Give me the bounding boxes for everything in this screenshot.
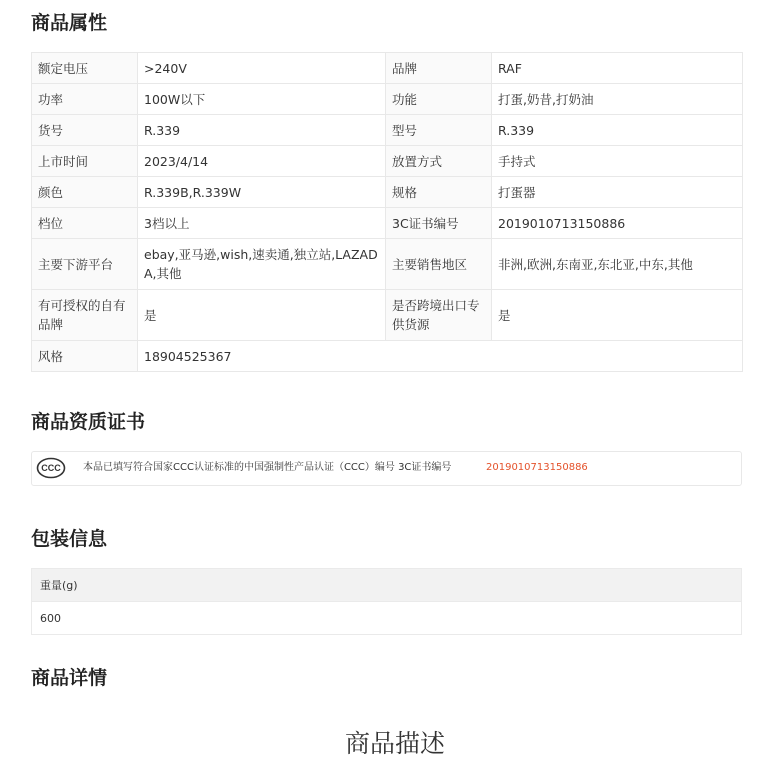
attr-value: 手持式 — [492, 146, 743, 177]
attr-value: R.339 — [138, 115, 386, 146]
table-row — [32, 602, 742, 635]
attr-value: 非洲,欧洲,东南亚,东北亚,中东,其他 — [492, 239, 743, 290]
attr-key: 是否跨境出口专供货源 — [386, 290, 492, 341]
ccc-logo-icon — [36, 457, 66, 479]
attr-key: 3C证书编号 — [386, 208, 492, 239]
attr-value: 2019010713150886 — [492, 208, 743, 239]
certificate-box — [31, 451, 742, 486]
table-row — [32, 146, 743, 177]
table-row — [32, 239, 743, 290]
attr-key: 有可授权的自有品牌 — [32, 290, 138, 341]
table-header-row — [32, 569, 742, 602]
attr-key: 风格 — [32, 341, 138, 372]
attr-value: R.339 — [492, 115, 743, 146]
weight-value: 600 — [32, 602, 742, 635]
attr-value: ebay,亚马逊,wish,速卖通,独立站,LAZADA,其他 — [138, 239, 386, 290]
certificate-text: 本品已填写符合国家CCC认证标准的中国强制性产品认证（CCC）编号 3C证书编号 — [83, 462, 452, 473]
attr-key: 货号 — [32, 115, 138, 146]
attr-key: 功率 — [32, 84, 138, 115]
section-title-attributes: 商品属性 — [31, 12, 108, 34]
attr-key: 品牌 — [386, 53, 492, 84]
attr-value: 是 — [138, 290, 386, 341]
attr-key: 规格 — [386, 177, 492, 208]
attr-value: 18904525367 — [138, 341, 743, 372]
attr-key: 功能 — [386, 84, 492, 115]
ccc-logo-text: CCC — [41, 463, 61, 474]
packaging-table — [31, 568, 742, 635]
attr-key: 档位 — [32, 208, 138, 239]
section-title-certificate: 商品资质证书 — [31, 411, 146, 433]
certificate-number: 2019010713150886 — [486, 462, 588, 473]
attr-value: RAF — [492, 53, 743, 84]
attr-value: 打蛋器 — [492, 177, 743, 208]
table-row — [32, 115, 743, 146]
section-title-packaging: 包装信息 — [31, 528, 108, 550]
attr-key: 颜色 — [32, 177, 138, 208]
attr-key: 放置方式 — [386, 146, 492, 177]
attr-value: 打蛋,奶昔,打奶油 — [492, 84, 743, 115]
attr-key: 型号 — [386, 115, 492, 146]
attr-value: 2023/4/14 — [138, 146, 386, 177]
table-row — [32, 341, 743, 372]
attr-key: 上市时间 — [32, 146, 138, 177]
attr-value: 100W以下 — [138, 84, 386, 115]
attr-key: 主要下游平台 — [32, 239, 138, 290]
attr-value: 是 — [492, 290, 743, 341]
attr-key: 额定电压 — [32, 53, 138, 84]
attributes-table — [31, 52, 743, 372]
table-row — [32, 208, 743, 239]
section-title-detail: 商品详情 — [31, 667, 108, 689]
weight-header: 重量(g) — [32, 569, 742, 602]
attr-key: 主要销售地区 — [386, 239, 492, 290]
description-title: 商品描述 — [344, 729, 445, 758]
table-row — [32, 53, 743, 84]
attr-value: 3档以上 — [138, 208, 386, 239]
table-row — [32, 84, 743, 115]
table-row — [32, 177, 743, 208]
attr-value: R.339B,R.339W — [138, 177, 386, 208]
table-row — [32, 290, 743, 341]
attr-value: >240V — [138, 53, 386, 84]
